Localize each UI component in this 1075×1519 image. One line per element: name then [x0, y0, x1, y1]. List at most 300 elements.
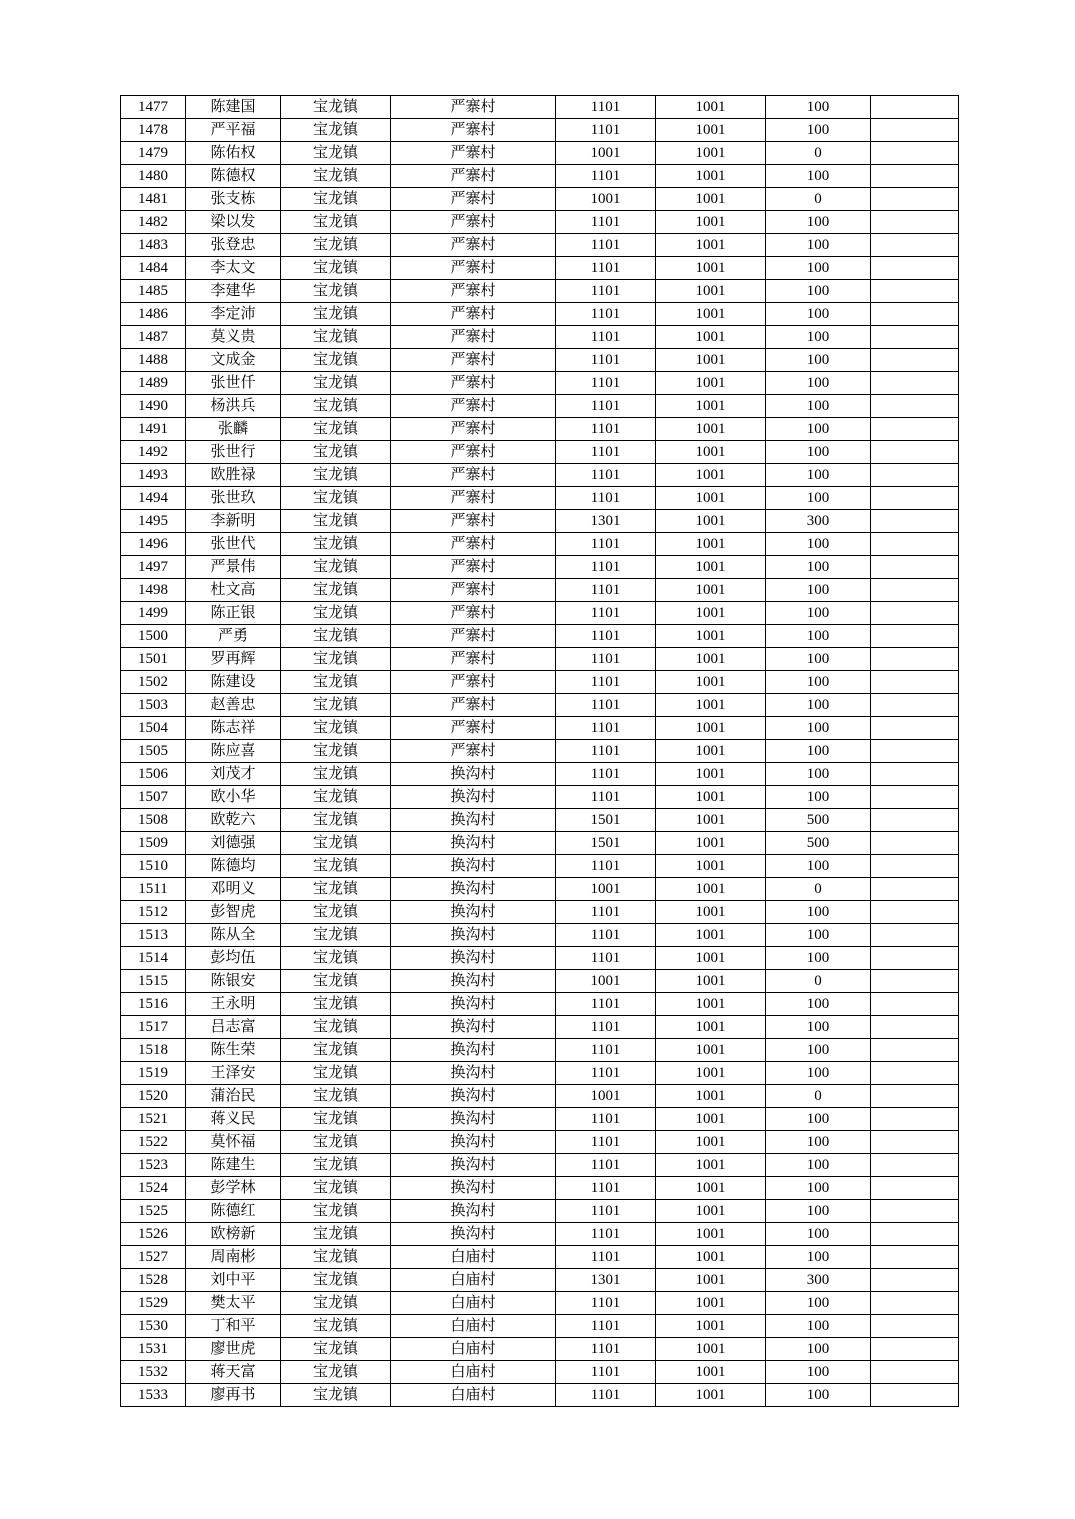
town-cell: 宝龙镇: [281, 947, 391, 970]
table-row: [121, 464, 959, 487]
remark-cell: [871, 901, 959, 924]
name-cell: 陈生荣: [186, 1039, 281, 1062]
name-cell: 周南彬: [186, 1246, 281, 1269]
amount2-cell: 1001: [656, 372, 766, 395]
table-row: [121, 142, 959, 165]
remark-cell: [871, 1338, 959, 1361]
table-row: [121, 257, 959, 280]
remark-cell: [871, 602, 959, 625]
town-cell: 宝龙镇: [281, 694, 391, 717]
amount3-cell: 0: [766, 970, 871, 993]
remark-cell: [871, 648, 959, 671]
amount3-cell: 100: [766, 418, 871, 441]
name-cell: 张麟: [186, 418, 281, 441]
town-cell: 宝龙镇: [281, 142, 391, 165]
town-cell: 宝龙镇: [281, 1384, 391, 1407]
name-cell: 张登忠: [186, 234, 281, 257]
table-row: [121, 1154, 959, 1177]
name-cell: 吕志富: [186, 1016, 281, 1039]
name-cell: 莫怀福: [186, 1131, 281, 1154]
town-cell: 宝龙镇: [281, 671, 391, 694]
town-cell: 宝龙镇: [281, 1016, 391, 1039]
amount3-cell: 100: [766, 257, 871, 280]
row-number-cell: 1493: [121, 464, 186, 487]
amount1-cell: 1101: [556, 1016, 656, 1039]
amount2-cell: 1001: [656, 1384, 766, 1407]
amount1-cell: 1101: [556, 119, 656, 142]
name-cell: 严景伟: [186, 556, 281, 579]
row-number-cell: 1509: [121, 832, 186, 855]
village-cell: 白庙村: [391, 1269, 556, 1292]
name-cell: 刘德强: [186, 832, 281, 855]
village-cell: 严寨村: [391, 648, 556, 671]
amount1-cell: 1101: [556, 441, 656, 464]
row-number-cell: 1520: [121, 1085, 186, 1108]
row-number-cell: 1515: [121, 970, 186, 993]
row-number-cell: 1481: [121, 188, 186, 211]
table-row: [121, 855, 959, 878]
village-cell: 严寨村: [391, 441, 556, 464]
amount1-cell: 1101: [556, 1108, 656, 1131]
table-row: [121, 326, 959, 349]
amount3-cell: 100: [766, 303, 871, 326]
village-cell: 严寨村: [391, 234, 556, 257]
row-number-cell: 1495: [121, 510, 186, 533]
village-cell: 严寨村: [391, 349, 556, 372]
row-number-cell: 1521: [121, 1108, 186, 1131]
village-cell: 严寨村: [391, 717, 556, 740]
remark-cell: [871, 1154, 959, 1177]
village-cell: 严寨村: [391, 510, 556, 533]
name-cell: 李新明: [186, 510, 281, 533]
row-number-cell: 1494: [121, 487, 186, 510]
row-number-cell: 1503: [121, 694, 186, 717]
amount1-cell: 1101: [556, 165, 656, 188]
remark-cell: [871, 717, 959, 740]
name-cell: 陈德红: [186, 1200, 281, 1223]
row-number-cell: 1490: [121, 395, 186, 418]
amount1-cell: 1101: [556, 1200, 656, 1223]
row-number-cell: 1491: [121, 418, 186, 441]
remark-cell: [871, 188, 959, 211]
village-cell: 换沟村: [391, 1154, 556, 1177]
village-cell: 严寨村: [391, 625, 556, 648]
table-row: [121, 947, 959, 970]
town-cell: 宝龙镇: [281, 96, 391, 119]
name-cell: 廖再书: [186, 1384, 281, 1407]
table-row: [121, 671, 959, 694]
amount3-cell: 100: [766, 1200, 871, 1223]
amount3-cell: 100: [766, 1292, 871, 1315]
amount2-cell: 1001: [656, 1338, 766, 1361]
village-cell: 严寨村: [391, 96, 556, 119]
amount2-cell: 1001: [656, 142, 766, 165]
row-number-cell: 1477: [121, 96, 186, 119]
remark-cell: [871, 1361, 959, 1384]
town-cell: 宝龙镇: [281, 280, 391, 303]
remark-cell: [871, 165, 959, 188]
remark-cell: [871, 510, 959, 533]
remark-cell: [871, 1131, 959, 1154]
amount1-cell: 1101: [556, 1292, 656, 1315]
remark-cell: [871, 257, 959, 280]
village-cell: 换沟村: [391, 1085, 556, 1108]
table-row: [121, 1200, 959, 1223]
village-cell: 换沟村: [391, 809, 556, 832]
amount2-cell: 1001: [656, 602, 766, 625]
town-cell: 宝龙镇: [281, 855, 391, 878]
village-cell: 白庙村: [391, 1246, 556, 1269]
table-row: [121, 418, 959, 441]
amount3-cell: 100: [766, 924, 871, 947]
remark-cell: [871, 947, 959, 970]
row-number-cell: 1525: [121, 1200, 186, 1223]
amount1-cell: 1001: [556, 188, 656, 211]
row-number-cell: 1516: [121, 993, 186, 1016]
amount3-cell: 500: [766, 832, 871, 855]
amount2-cell: 1001: [656, 280, 766, 303]
amount2-cell: 1001: [656, 487, 766, 510]
name-cell: 蒋义民: [186, 1108, 281, 1131]
table-row: [121, 878, 959, 901]
village-cell: 严寨村: [391, 464, 556, 487]
amount3-cell: 100: [766, 625, 871, 648]
table-row: [121, 648, 959, 671]
amount1-cell: 1101: [556, 602, 656, 625]
row-number-cell: 1519: [121, 1062, 186, 1085]
amount3-cell: 100: [766, 349, 871, 372]
name-cell: 樊太平: [186, 1292, 281, 1315]
amount3-cell: 100: [766, 1016, 871, 1039]
amount1-cell: 1101: [556, 740, 656, 763]
remark-cell: [871, 1085, 959, 1108]
amount1-cell: 1101: [556, 717, 656, 740]
amount2-cell: 1001: [656, 211, 766, 234]
village-cell: 换沟村: [391, 855, 556, 878]
amount3-cell: 100: [766, 1154, 871, 1177]
name-cell: 刘茂才: [186, 763, 281, 786]
amount1-cell: 1301: [556, 1269, 656, 1292]
row-number-cell: 1485: [121, 280, 186, 303]
amount1-cell: 1101: [556, 671, 656, 694]
table-row: [121, 579, 959, 602]
name-cell: 陈应喜: [186, 740, 281, 763]
village-cell: 严寨村: [391, 372, 556, 395]
town-cell: 宝龙镇: [281, 165, 391, 188]
remark-cell: [871, 142, 959, 165]
row-number-cell: 1486: [121, 303, 186, 326]
town-cell: 宝龙镇: [281, 648, 391, 671]
name-cell: 梁以发: [186, 211, 281, 234]
town-cell: 宝龙镇: [281, 901, 391, 924]
table-body: [121, 96, 959, 1407]
amount2-cell: 1001: [656, 1315, 766, 1338]
village-cell: 严寨村: [391, 556, 556, 579]
amount1-cell: 1101: [556, 1338, 656, 1361]
name-cell: 蒲治民: [186, 1085, 281, 1108]
amount3-cell: 100: [766, 1246, 871, 1269]
table-row: [121, 1016, 959, 1039]
amount1-cell: 1101: [556, 1246, 656, 1269]
amount3-cell: 100: [766, 694, 871, 717]
town-cell: 宝龙镇: [281, 119, 391, 142]
table-row: [121, 1131, 959, 1154]
amount3-cell: 100: [766, 280, 871, 303]
name-cell: 严平福: [186, 119, 281, 142]
amount1-cell: 1001: [556, 142, 656, 165]
remark-cell: [871, 671, 959, 694]
name-cell: 陈建国: [186, 96, 281, 119]
amount1-cell: 1101: [556, 1384, 656, 1407]
name-cell: 欧乾六: [186, 809, 281, 832]
amount2-cell: 1001: [656, 1246, 766, 1269]
table-row: [121, 119, 959, 142]
amount2-cell: 1001: [656, 694, 766, 717]
amount1-cell: 1101: [556, 924, 656, 947]
row-number-cell: 1498: [121, 579, 186, 602]
amount3-cell: 0: [766, 142, 871, 165]
remark-cell: [871, 970, 959, 993]
row-number-cell: 1510: [121, 855, 186, 878]
remark-cell: [871, 395, 959, 418]
row-number-cell: 1478: [121, 119, 186, 142]
name-cell: 张支栋: [186, 188, 281, 211]
village-cell: 换沟村: [391, 1108, 556, 1131]
amount3-cell: 100: [766, 579, 871, 602]
remark-cell: [871, 349, 959, 372]
table-row: [121, 832, 959, 855]
row-number-cell: 1530: [121, 1315, 186, 1338]
name-cell: 张世玖: [186, 487, 281, 510]
village-cell: 换沟村: [391, 970, 556, 993]
name-cell: 彭智虎: [186, 901, 281, 924]
village-cell: 换沟村: [391, 901, 556, 924]
amount1-cell: 1101: [556, 625, 656, 648]
village-cell: 换沟村: [391, 993, 556, 1016]
village-cell: 换沟村: [391, 1016, 556, 1039]
amount2-cell: 1001: [656, 1039, 766, 1062]
amount3-cell: 100: [766, 326, 871, 349]
village-cell: 换沟村: [391, 1062, 556, 1085]
amount2-cell: 1001: [656, 349, 766, 372]
remark-cell: [871, 579, 959, 602]
amount2-cell: 1001: [656, 970, 766, 993]
town-cell: 宝龙镇: [281, 464, 391, 487]
town-cell: 宝龙镇: [281, 349, 391, 372]
amount1-cell: 1501: [556, 809, 656, 832]
town-cell: 宝龙镇: [281, 303, 391, 326]
remark-cell: [871, 625, 959, 648]
remark-cell: [871, 464, 959, 487]
name-cell: 文成金: [186, 349, 281, 372]
remark-cell: [871, 234, 959, 257]
amount1-cell: 1101: [556, 947, 656, 970]
town-cell: 宝龙镇: [281, 970, 391, 993]
amount1-cell: 1101: [556, 395, 656, 418]
amount1-cell: 1101: [556, 1131, 656, 1154]
village-cell: 严寨村: [391, 487, 556, 510]
remark-cell: [871, 372, 959, 395]
remark-cell: [871, 418, 959, 441]
row-number-cell: 1496: [121, 533, 186, 556]
town-cell: 宝龙镇: [281, 1246, 391, 1269]
row-number-cell: 1501: [121, 648, 186, 671]
village-cell: 严寨村: [391, 119, 556, 142]
amount2-cell: 1001: [656, 740, 766, 763]
village-cell: 严寨村: [391, 211, 556, 234]
row-number-cell: 1533: [121, 1384, 186, 1407]
town-cell: 宝龙镇: [281, 993, 391, 1016]
village-cell: 严寨村: [391, 188, 556, 211]
amount3-cell: 100: [766, 1062, 871, 1085]
name-cell: 张世仟: [186, 372, 281, 395]
amount1-cell: 1101: [556, 763, 656, 786]
name-cell: 陈德权: [186, 165, 281, 188]
amount2-cell: 1001: [656, 625, 766, 648]
town-cell: 宝龙镇: [281, 418, 391, 441]
table-row: [121, 395, 959, 418]
table-row: [121, 717, 959, 740]
row-number-cell: 1529: [121, 1292, 186, 1315]
name-cell: 蒋天富: [186, 1361, 281, 1384]
amount3-cell: 100: [766, 717, 871, 740]
name-cell: 李建华: [186, 280, 281, 303]
name-cell: 莫义贵: [186, 326, 281, 349]
village-cell: 严寨村: [391, 579, 556, 602]
row-number-cell: 1531: [121, 1338, 186, 1361]
amount2-cell: 1001: [656, 441, 766, 464]
town-cell: 宝龙镇: [281, 1131, 391, 1154]
town-cell: 宝龙镇: [281, 924, 391, 947]
row-number-cell: 1497: [121, 556, 186, 579]
amount3-cell: 100: [766, 441, 871, 464]
amount3-cell: 100: [766, 1108, 871, 1131]
row-number-cell: 1508: [121, 809, 186, 832]
remark-cell: [871, 993, 959, 1016]
town-cell: 宝龙镇: [281, 740, 391, 763]
town-cell: 宝龙镇: [281, 625, 391, 648]
amount1-cell: 1101: [556, 487, 656, 510]
name-cell: 赵善忠: [186, 694, 281, 717]
remark-cell: [871, 1384, 959, 1407]
town-cell: 宝龙镇: [281, 326, 391, 349]
remark-cell: [871, 487, 959, 510]
table-row: [121, 211, 959, 234]
name-cell: 李太文: [186, 257, 281, 280]
row-number-cell: 1482: [121, 211, 186, 234]
village-cell: 换沟村: [391, 832, 556, 855]
remark-cell: [871, 1177, 959, 1200]
amount3-cell: 100: [766, 671, 871, 694]
table-row: [121, 556, 959, 579]
name-cell: 彭学林: [186, 1177, 281, 1200]
amount1-cell: 1501: [556, 832, 656, 855]
amount2-cell: 1001: [656, 832, 766, 855]
table-row: [121, 1223, 959, 1246]
amount3-cell: 100: [766, 211, 871, 234]
amount2-cell: 1001: [656, 234, 766, 257]
amount1-cell: 1001: [556, 878, 656, 901]
row-number-cell: 1488: [121, 349, 186, 372]
amount3-cell: 100: [766, 1315, 871, 1338]
town-cell: 宝龙镇: [281, 487, 391, 510]
village-cell: 换沟村: [391, 1223, 556, 1246]
name-cell: 邓明义: [186, 878, 281, 901]
town-cell: 宝龙镇: [281, 809, 391, 832]
remark-cell: [871, 1108, 959, 1131]
remark-cell: [871, 1039, 959, 1062]
town-cell: 宝龙镇: [281, 763, 391, 786]
amount2-cell: 1001: [656, 326, 766, 349]
town-cell: 宝龙镇: [281, 786, 391, 809]
village-cell: 换沟村: [391, 1200, 556, 1223]
name-cell: 陈从全: [186, 924, 281, 947]
amount2-cell: 1001: [656, 303, 766, 326]
town-cell: 宝龙镇: [281, 1177, 391, 1200]
amount3-cell: 300: [766, 1269, 871, 1292]
town-cell: 宝龙镇: [281, 395, 391, 418]
town-cell: 宝龙镇: [281, 372, 391, 395]
town-cell: 宝龙镇: [281, 441, 391, 464]
amount2-cell: 1001: [656, 717, 766, 740]
amount1-cell: 1101: [556, 901, 656, 924]
remark-cell: [871, 1292, 959, 1315]
town-cell: 宝龙镇: [281, 1292, 391, 1315]
village-cell: 换沟村: [391, 947, 556, 970]
row-number-cell: 1492: [121, 441, 186, 464]
town-cell: 宝龙镇: [281, 188, 391, 211]
village-cell: 严寨村: [391, 671, 556, 694]
row-number-cell: 1526: [121, 1223, 186, 1246]
town-cell: 宝龙镇: [281, 602, 391, 625]
name-cell: 陈建生: [186, 1154, 281, 1177]
table-row: [121, 1338, 959, 1361]
table-row: [121, 993, 959, 1016]
amount2-cell: 1001: [656, 96, 766, 119]
amount2-cell: 1001: [656, 1108, 766, 1131]
amount2-cell: 1001: [656, 165, 766, 188]
amount2-cell: 1001: [656, 533, 766, 556]
row-number-cell: 1511: [121, 878, 186, 901]
village-cell: 白庙村: [391, 1315, 556, 1338]
row-number-cell: 1506: [121, 763, 186, 786]
town-cell: 宝龙镇: [281, 556, 391, 579]
table-row: [121, 1384, 959, 1407]
amount2-cell: 1001: [656, 1361, 766, 1384]
row-number-cell: 1528: [121, 1269, 186, 1292]
amount3-cell: 100: [766, 740, 871, 763]
village-cell: 换沟村: [391, 878, 556, 901]
remark-cell: [871, 1223, 959, 1246]
amount2-cell: 1001: [656, 1062, 766, 1085]
amount1-cell: 1101: [556, 372, 656, 395]
table-row: [121, 533, 959, 556]
amount2-cell: 1001: [656, 257, 766, 280]
village-cell: 严寨村: [391, 326, 556, 349]
amount3-cell: 100: [766, 487, 871, 510]
table-row: [121, 1085, 959, 1108]
row-number-cell: 1512: [121, 901, 186, 924]
town-cell: 宝龙镇: [281, 533, 391, 556]
row-number-cell: 1523: [121, 1154, 186, 1177]
row-number-cell: 1479: [121, 142, 186, 165]
town-cell: 宝龙镇: [281, 211, 391, 234]
amount1-cell: 1101: [556, 1315, 656, 1338]
remark-cell: [871, 211, 959, 234]
amount2-cell: 1001: [656, 464, 766, 487]
amount2-cell: 1001: [656, 1085, 766, 1108]
amount1-cell: 1101: [556, 1361, 656, 1384]
